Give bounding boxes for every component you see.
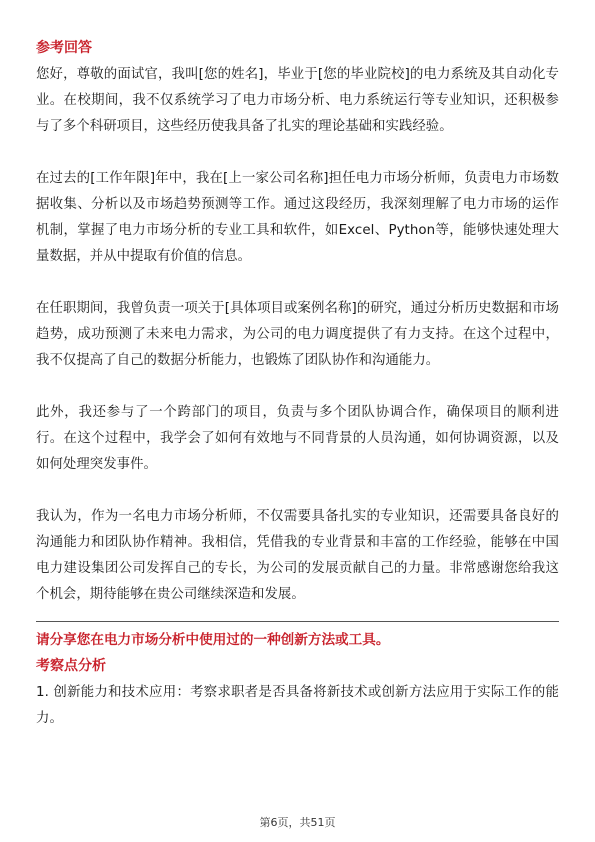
answer-paragraph-3: 在任职期间，我曾负责一项关于[具体项目或案例名称]的研究，通过分析历史数据和市场趋势，成功预测了未来电力需求，为公司的电力调度提供了有力支持。在这个过程中，我不仅提高了自己的数据分析能力，也锻炼了团队协作和沟通能力。 [36,301,559,368]
answer-paragraph-4: 此外，我还参与了一个跨部门的项目，负责与多个团队协调合作，确保项目的顺利进行。在这个过程中，我学会了如何有效地与不同背景的人员沟通，如何协调资源，以及如何处理突发事件。 [36,405,559,472]
analysis-item-1: 1. 创新能力和技术应用：考察求职者是否具备将新技术或创新方法应用于实际工作的能力。 [36,685,559,726]
paragraph-spacer [36,140,559,166]
answer-paragraph-1: 您好，尊敬的面试官，我叫[您的姓名]，毕业于[您的毕业院校]的电力系统及其自动化专业。在校期间，我不仅系统学习了电力市场分析、电力系统运行等专业知识，还积极参与了多个科研项目，这些经历使我具备了扎实的理论基础和实践经验。 [36,67,559,134]
paragraph-spacer [36,374,559,400]
analysis-heading: 考察点分析 [36,658,106,674]
paragraph-spacer [36,270,559,296]
document-page [36,38,559,732]
page-number: 第6页，共51页 [259,816,336,829]
answer-paragraph-5: 我认为，作为一名电力市场分析师，不仅需要具备扎实的专业知识，还需要具备良好的沟通能力和团队协作精神。我相信，凭借我的专业背景和丰富的工作经验，能够在中国电力建设集团公司发挥自己的专长，为公司的发展贡献自己的力量。非常感谢您给我这个机会，期待能够在贵公司继续深造和发展。 [36,509,559,602]
answer-paragraph-2: 在过去的[工作年限]年中，我在[上一家公司名称]担任电力市场分析师，负责电力市场数据收集、分析以及市场趋势预测等工作。通过这段经历，我深刻理解了电力市场的运作机制，掌握了电力市场分析的专业工具和软件，如Excel、Python等，能够快速处理大量数据，并从中提取有价值的信息。 [36,171,559,264]
paragraph-spacer [36,478,559,504]
reference-answer-heading: 参考回答 [36,40,92,56]
next-question: 请分享您在电力市场分析中使用过的一种创新方法或工具。 [36,632,390,648]
section-divider [36,621,559,622]
